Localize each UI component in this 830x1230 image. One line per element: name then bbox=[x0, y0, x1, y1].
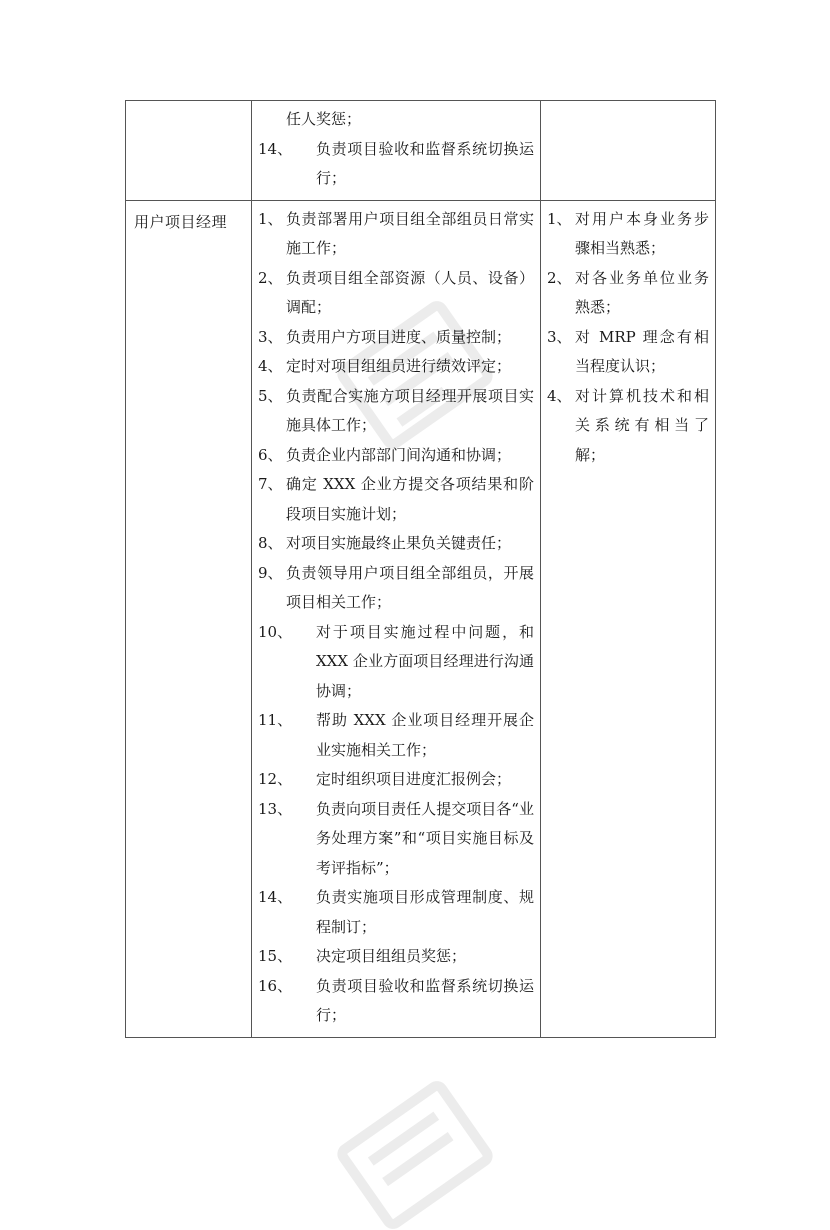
list-item bbox=[258, 205, 540, 264]
list-item-text: 负责企业内部部门间沟通和协调； bbox=[286, 445, 512, 464]
list-item-number: 14、 bbox=[258, 888, 293, 906]
list-item-number: 13、 bbox=[258, 799, 293, 818]
list-item-text: 负责领导用户项目组全部组员，开展项目相关工作； bbox=[286, 563, 534, 611]
list-item-text: 负责向项目责任人提交项目各“业务处理方案”和“项目实施目标及考评指标”； bbox=[316, 799, 534, 877]
list-item-text: 对各业务单位业务熟悉； bbox=[575, 268, 709, 316]
list-item-text: 负责项目验收和监督系统切换运行； bbox=[316, 139, 534, 187]
list-item bbox=[258, 765, 540, 795]
list-item bbox=[258, 972, 540, 1031]
list-item bbox=[258, 264, 540, 323]
list-item bbox=[547, 323, 715, 382]
list-item-number: 3、 bbox=[258, 327, 283, 346]
role-cell bbox=[126, 101, 252, 201]
list-item bbox=[258, 135, 540, 194]
list-item-text: 决定项目组组员奖惩； bbox=[316, 947, 467, 965]
list-item-number: 7、 bbox=[258, 475, 283, 493]
continuation-line: 任人奖惩； bbox=[286, 110, 362, 128]
list-item-text: 负责实施项目形成管理制度、规程制订； bbox=[316, 888, 534, 936]
list-item bbox=[258, 559, 540, 618]
list-item-number: 12、 bbox=[258, 770, 293, 788]
list-item-number: 3、 bbox=[547, 327, 572, 346]
list-item bbox=[258, 352, 540, 382]
list-item-number: 14、 bbox=[258, 139, 293, 158]
list-item bbox=[258, 706, 540, 765]
list-item bbox=[258, 382, 540, 441]
role-label: 用户项目经理 bbox=[134, 212, 228, 231]
duties-cell bbox=[252, 101, 541, 201]
list-item bbox=[258, 470, 540, 529]
list-item-text: 对用户本身业务步骤相当熟悉； bbox=[575, 209, 709, 257]
list-item bbox=[547, 264, 715, 323]
list-item-number: 2、 bbox=[547, 268, 572, 287]
list-item bbox=[258, 441, 540, 471]
list-item bbox=[547, 382, 715, 471]
list-item-text: 负责项目组全部资源（人员、设备）调配； bbox=[286, 268, 534, 316]
table-row bbox=[126, 200, 716, 1037]
list-item bbox=[258, 323, 540, 353]
list-item bbox=[258, 942, 540, 972]
list-item-number: 15、 bbox=[258, 947, 293, 965]
list-item-number: 2、 bbox=[258, 268, 283, 287]
requirements-cell bbox=[541, 200, 716, 1037]
list-item-number: 16、 bbox=[258, 976, 293, 995]
list-item-text: 对计算机技术和相关系统有相当了解； bbox=[575, 386, 709, 464]
list-item-text: 定时组织项目进度汇报例会； bbox=[316, 770, 512, 788]
list-item-text: 定时对项目组组员进行绩效评定； bbox=[286, 357, 512, 375]
list-item-number: 4、 bbox=[258, 357, 283, 375]
list-item-text: 对于项目实施过程中问题，和 XXX 企业方面项目经理进行沟通协调； bbox=[316, 622, 534, 700]
list-item-number: 1、 bbox=[547, 209, 572, 228]
list-item-text: 对项目实施最终止果负关键责任； bbox=[286, 534, 512, 552]
list-item-text: 确定 XXX 企业方提交各项结果和阶段项目实施计划； bbox=[286, 475, 534, 523]
list-item-number: 10、 bbox=[258, 622, 293, 641]
list-item bbox=[258, 529, 540, 559]
role-cell bbox=[126, 200, 252, 1037]
list-item-text: 负责部署用户项目组全部组员日常实施工作； bbox=[286, 209, 534, 257]
table-row bbox=[126, 101, 716, 201]
duties-cell bbox=[252, 200, 541, 1037]
list-item-number: 11、 bbox=[258, 711, 293, 729]
list-item-number: 4、 bbox=[547, 386, 572, 405]
list-item bbox=[258, 795, 540, 884]
list-item-text: 帮助 XXX 企业项目经理开展企业实施相关工作； bbox=[316, 711, 534, 759]
list-item-number: 1、 bbox=[258, 209, 283, 228]
list-item-text: 负责项目验收和监督系统切换运行； bbox=[316, 976, 534, 1024]
list-item-number: 5、 bbox=[258, 386, 283, 405]
list-item-number: 8、 bbox=[258, 534, 283, 552]
list-item bbox=[258, 883, 540, 942]
requirements-cell bbox=[541, 101, 716, 201]
list-item-number: 9、 bbox=[258, 563, 283, 582]
list-item bbox=[258, 618, 540, 707]
watermark-logo-icon bbox=[330, 1080, 500, 1230]
responsibility-table bbox=[125, 100, 716, 1038]
list-item-text: 负责用户方项目进度、质量控制； bbox=[286, 327, 512, 346]
list-item-text: 对 MRP 理念有相当程度认识； bbox=[575, 327, 709, 375]
list-item-text: 负责配合实施方项目经理开展项目实施具体工作； bbox=[286, 386, 534, 434]
list-item-number: 6、 bbox=[258, 445, 283, 464]
list-item bbox=[547, 205, 715, 264]
